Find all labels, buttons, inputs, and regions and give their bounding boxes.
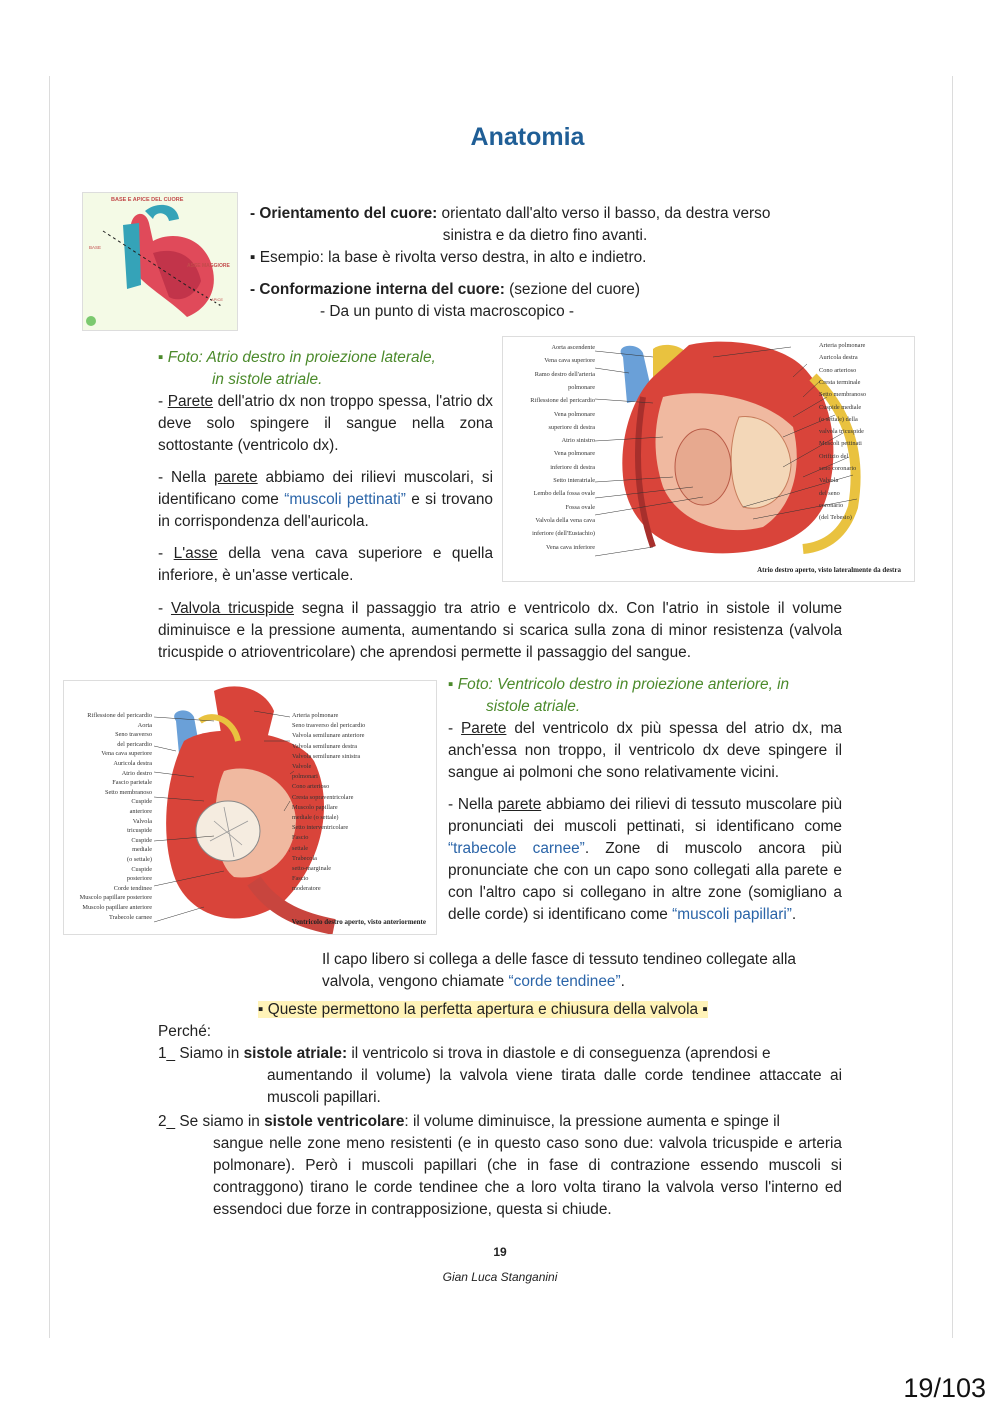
atrio-right-label: (o settale) della — [819, 415, 858, 423]
item1-bold: sistole atriale: — [243, 1045, 348, 1062]
ventricolo-right-label: mediale (o settale) — [292, 814, 339, 821]
p3-underline: L'asse — [173, 545, 218, 562]
v-p1-pre: - — [448, 720, 462, 737]
p2-underline: parete — [214, 469, 258, 486]
ventricolo-right-label: Arteria polmonare — [292, 712, 339, 719]
item2-continuation: sangue nelle zone meno resistenti (e in questo caso sono due: valvola tricuspide e arteria polmonare). Però i muscoli papillari (che in fase di contrazione essendo muscoli si contraggono) tirano le corde tendinee che a loro volta tirano la valvola verso l'interno ed essendoci due forze in contrapposizione, questa si chiude. — [213, 1135, 842, 1218]
ventricolo-parete-paragraph — [448, 718, 842, 784]
perche-item-1 — [158, 1043, 842, 1065]
atrio-muscoli-paragraph — [158, 467, 493, 533]
atrio-right-label: Muscoli pettinati — [819, 440, 862, 448]
v-p3-end: . — [620, 973, 625, 990]
conformazione-text: (sezione del cuore) — [504, 281, 640, 298]
ventricolo-left-label: tricuspide — [127, 827, 152, 835]
author-name: Gian Luca Stanganini — [442, 1270, 558, 1284]
atrio-right-label: seno coronario — [819, 465, 857, 472]
item1-continuation: aumentando il volume) la valvola viene tirata dalle corde tendinee attaccate ai muscoli papillari. — [267, 1067, 842, 1106]
v-p3-a: Il capo libero si collega a delle fasce di tessuto tendineo collegate alla valvola, vengono chiamate — [322, 951, 796, 990]
p3-rest: della vena cava superiore e quella inferiore, è un'asse verticale. — [158, 545, 494, 584]
ventricolo-left-label: del pericardio — [117, 740, 152, 748]
atrio-left-label: superiore di destra — [548, 423, 595, 431]
ventricolo-right-label: Valvola semilunare anteriore — [292, 732, 365, 740]
ventricolo-text-block — [448, 674, 842, 926]
atrio-right-label: Arteria polmonare — [819, 342, 866, 349]
orientamento-line2: sinistra e da dietro fino avanti. — [442, 227, 648, 244]
atrio-left-label: Ramo destro dell'arteria — [534, 370, 595, 378]
atrio-right-label: Setto membranoso — [819, 391, 867, 399]
perche-section — [158, 1021, 842, 1221]
atrio-asse-paragraph — [158, 543, 493, 587]
ventricolo-figure-caption: Ventricolo destro aperto, visto anteriormente — [291, 918, 426, 926]
ventricolo-left-label: (o settale) — [127, 856, 152, 863]
p1-rest: dell'atrio dx non troppo spessa, l'atrio dx deve solo spingere il sangue nella zona sottostante (ventricolo dx). — [158, 393, 494, 454]
ventricolo-left-label: posteriore — [126, 875, 152, 883]
v-p2-mid2: . Zone di muscolo ancora più pronunciate che con un capo sono collegati alla parete e con l'altro capo si collegano in altre zone (somigliano a delle corde) si identificano come — [448, 840, 842, 923]
ventricolo-left-label: Setto membranoso — [104, 788, 152, 796]
p2-pre: - Nella — [158, 469, 214, 486]
ventricolo-right-label: Cresta sopraventricolare — [292, 793, 354, 801]
ventricolo-right-label: Seno trasverso del pericardio — [292, 722, 366, 730]
atrio-left-label: inferiore di destra — [550, 463, 595, 471]
item1-rest: il ventricolo si trova in diastole e di conseguenza (aprendosi e — [347, 1045, 771, 1062]
page-counter: 19/103 — [903, 1373, 986, 1403]
ventricolo-right-label: moderatore — [292, 885, 321, 893]
ventricolo-right-label: Fascio — [292, 834, 309, 842]
ventricolo-left-label: Atrio destro — [121, 769, 152, 777]
atrio-left-label: polmonare — [568, 383, 595, 391]
ventricolo-foto-caption — [448, 674, 842, 718]
atrio-left-label: Vena cava inferiore — [546, 543, 595, 551]
atrio-left-label: Valvola della vena cava — [535, 516, 595, 524]
ventricolo-left-label: Riflessione del pericardio — [87, 712, 152, 719]
ventricolo-right-label: Cono arterioso — [292, 783, 330, 791]
p4-underline: Valvola tricuspide — [170, 600, 295, 617]
ventricolo-left-label: Auricola destra — [113, 760, 152, 767]
item1-prefix: 1_ Siamo in — [158, 1045, 244, 1062]
atrio-left-label: Vena polmonare — [553, 450, 595, 458]
figure-base-apice — [82, 192, 238, 331]
ventricolo-trabecole-paragraph — [448, 794, 842, 926]
atrio-left-label: Riflessione del pericardio — [530, 397, 595, 405]
atrio-foto-line1: ▪ Foto: Atrio destro in proiezione laterale, — [158, 349, 436, 366]
p2-end: e si trovano in corrispondenza dell'auricola. — [158, 491, 493, 530]
orientamento-bold: - Orientamento del cuore: — [250, 205, 438, 222]
valvola-tricuspide-paragraph — [158, 598, 842, 664]
esempio-text: ▪ Esempio: la base è rivolta verso destra, in alto e indietro. — [250, 249, 647, 266]
ventricolo-left-label: Cuspide — [131, 798, 152, 806]
atrio-right-label: Cuspide mediale — [819, 403, 862, 411]
muscoli-papillari-term: “muscoli papillari” — [672, 906, 792, 923]
conformazione-line2: - Da un punto di vista macroscopico - — [320, 303, 575, 320]
atrio-right-label: coronario — [819, 501, 844, 509]
ventricolo-left-label: Valvola — [132, 817, 152, 825]
ventricolo-right-label: polmonari — [292, 773, 318, 781]
heart-diagram-icon — [83, 193, 237, 330]
atrio-figure-caption: Atrio destro aperto, visto lateralmente da destra — [757, 566, 901, 574]
ventricolo-left-label: Muscolo papillare posteriore — [79, 894, 152, 902]
highlight-text: ▪ Queste permettono la perfetta apertura e chiusura della valvola ▪ — [258, 1001, 708, 1018]
atrio-left-label: Atrio sinistro — [561, 437, 595, 445]
atrio-right-label: Orifizio del — [819, 452, 849, 460]
atrio-right-label: Auricola destra — [819, 354, 858, 362]
label-base: BASE — [89, 245, 102, 250]
p4-pre: - — [158, 600, 171, 617]
p1-underline: Parete — [167, 393, 214, 410]
ventricolo-left-label: Cuspide — [131, 865, 152, 873]
item2-rest: : il volume diminuisce, la pressione aumenta e spinge il — [404, 1113, 780, 1130]
ventricolo-left-label: Vena cava superiore — [101, 750, 152, 758]
perche-label: Perché: — [158, 1023, 212, 1040]
ventricolo-right-label: Muscolo papillare — [292, 803, 338, 811]
ventricolo-right-label: Trabecola — [292, 854, 317, 862]
ventricolo-left-label: Corde tendinee — [113, 884, 152, 892]
atrio-right-label: (del Tebesio) — [819, 514, 852, 522]
ventricolo-right-label: Setto interventricolare — [292, 824, 349, 832]
ventricolo-left-label: anteriore — [129, 808, 152, 815]
label-apice: APICE — [211, 297, 224, 302]
item2-bold: sistole ventricolare — [264, 1113, 405, 1130]
ventricolo-right-label: setto-marginale — [292, 865, 332, 872]
ventricolo-foto-line1: ▪ Foto: Ventricolo destro in proiezione anteriore, in — [448, 676, 790, 693]
v-p1-underline: Parete — [461, 720, 507, 737]
ventricolo-right-label: Fascio — [292, 875, 309, 883]
ventricolo-right-label: Valvola semilunare sinistra — [292, 752, 361, 760]
atrio-foto-caption — [158, 347, 493, 391]
atrio-right-label: Cresta terminale — [819, 378, 861, 386]
atrio-left-label: inferiore (dell'Eustachio) — [532, 530, 595, 538]
orientamento-paragraph — [250, 203, 840, 323]
atrio-left-label: Vena polmonare — [553, 410, 595, 418]
page-title: Anatomia — [470, 123, 585, 151]
atrio-right-label: Valvola — [819, 477, 839, 485]
v-p2-mid: abbiamo dei rilievi di tessuto muscolare più pronunciati dei muscoli pettinati, si identificano come — [448, 796, 843, 835]
ventricolo-right-label: Valvola semilunare destra — [292, 742, 358, 750]
ventricolo-left-label: Seno trasverso — [115, 731, 152, 739]
v-p1-rest: del ventricolo dx più spessa del atrio dx, ma anch'essa non troppo, il ventricolo dx deve spingere il sangue ai polmoni che sono relativamente vicini. — [448, 720, 842, 781]
atrio-left-label: Fossa ovale — [565, 503, 595, 511]
muscoli-pettinati-term: “muscoli pettinati” — [284, 491, 406, 508]
v-p2-end: . — [791, 906, 797, 923]
atrio-parete-paragraph — [158, 391, 493, 457]
conformazione-bold: - Conformazione interna del cuore: — [250, 281, 505, 298]
item2-prefix: 2_ Se siamo in — [158, 1113, 265, 1130]
ventricolo-right-label: settale — [292, 844, 309, 852]
v-p2-pre: - Nella — [448, 796, 498, 813]
ventricolo-left-label: mediale — [132, 846, 152, 854]
label-asse-maggiore: ASSE MAGGIORE — [187, 263, 230, 269]
atrio-left-label: Vena cava superiore — [544, 357, 595, 365]
ventricolo-left-label: Fascio parietale — [112, 779, 152, 787]
p1-pre: - — [158, 393, 168, 410]
figure-ventricolo-destro — [63, 680, 437, 935]
atrio-right-label: Cono arterioso — [819, 366, 857, 374]
p2-mid: abbiamo dei rilievi muscolari, si identificano come — [158, 469, 494, 508]
ventricolo-right-label: Valvole — [292, 763, 312, 770]
atrio-text-block — [158, 347, 493, 587]
ventricolo-foto-line2: sistole atriale. — [486, 698, 581, 715]
p3-pre: - — [158, 545, 174, 562]
corde-tendinee-paragraph — [322, 949, 842, 993]
v-p2-underline: parete — [497, 796, 542, 813]
atrio-left-label: Setto interatriale — [553, 477, 595, 484]
perche-item-2 — [158, 1111, 842, 1133]
corde-tendinee-term: “corde tendinee” — [508, 973, 621, 990]
orientamento-text: orientato dall'alto verso il basso, da destra verso — [437, 205, 771, 222]
trabecole-carnee-term: “trabecole carnee” — [448, 840, 585, 857]
ventricolo-left-label: Cuspide — [131, 836, 152, 844]
ventricolo-left-label: Muscolo papillare anteriore — [82, 904, 152, 911]
atrio-right-label: del seno — [819, 489, 840, 497]
p4-rest: segna il passaggio tra atrio e ventricolo dx. Con l'atrio in sistole il volume diminuisce e la pressione aumenta, aumentando si scarica sulla zona di minor resistenza (valvola tricuspide o atrioventricolare) che aprendosi permette il passaggio del sangue. — [158, 600, 843, 661]
ventricolo-left-label: Aorta — [137, 721, 152, 729]
atrio-left-label: Aorta ascendente — [551, 344, 595, 351]
page-number: 19 — [493, 1245, 507, 1259]
atrio-left-label: Lembo della fossa ovale — [533, 490, 595, 498]
figure-base-apice-title: BASE E APICE DEL CUORE — [111, 197, 184, 203]
figure-atrio-destro — [502, 336, 915, 582]
atrio-foto-line2: in sistole atriale. — [212, 371, 323, 388]
atrio-right-label: valvola tricuspide — [819, 428, 864, 436]
ventricolo-left-label: Trabecole carnee — [109, 913, 152, 921]
highlight-note — [258, 999, 708, 1021]
